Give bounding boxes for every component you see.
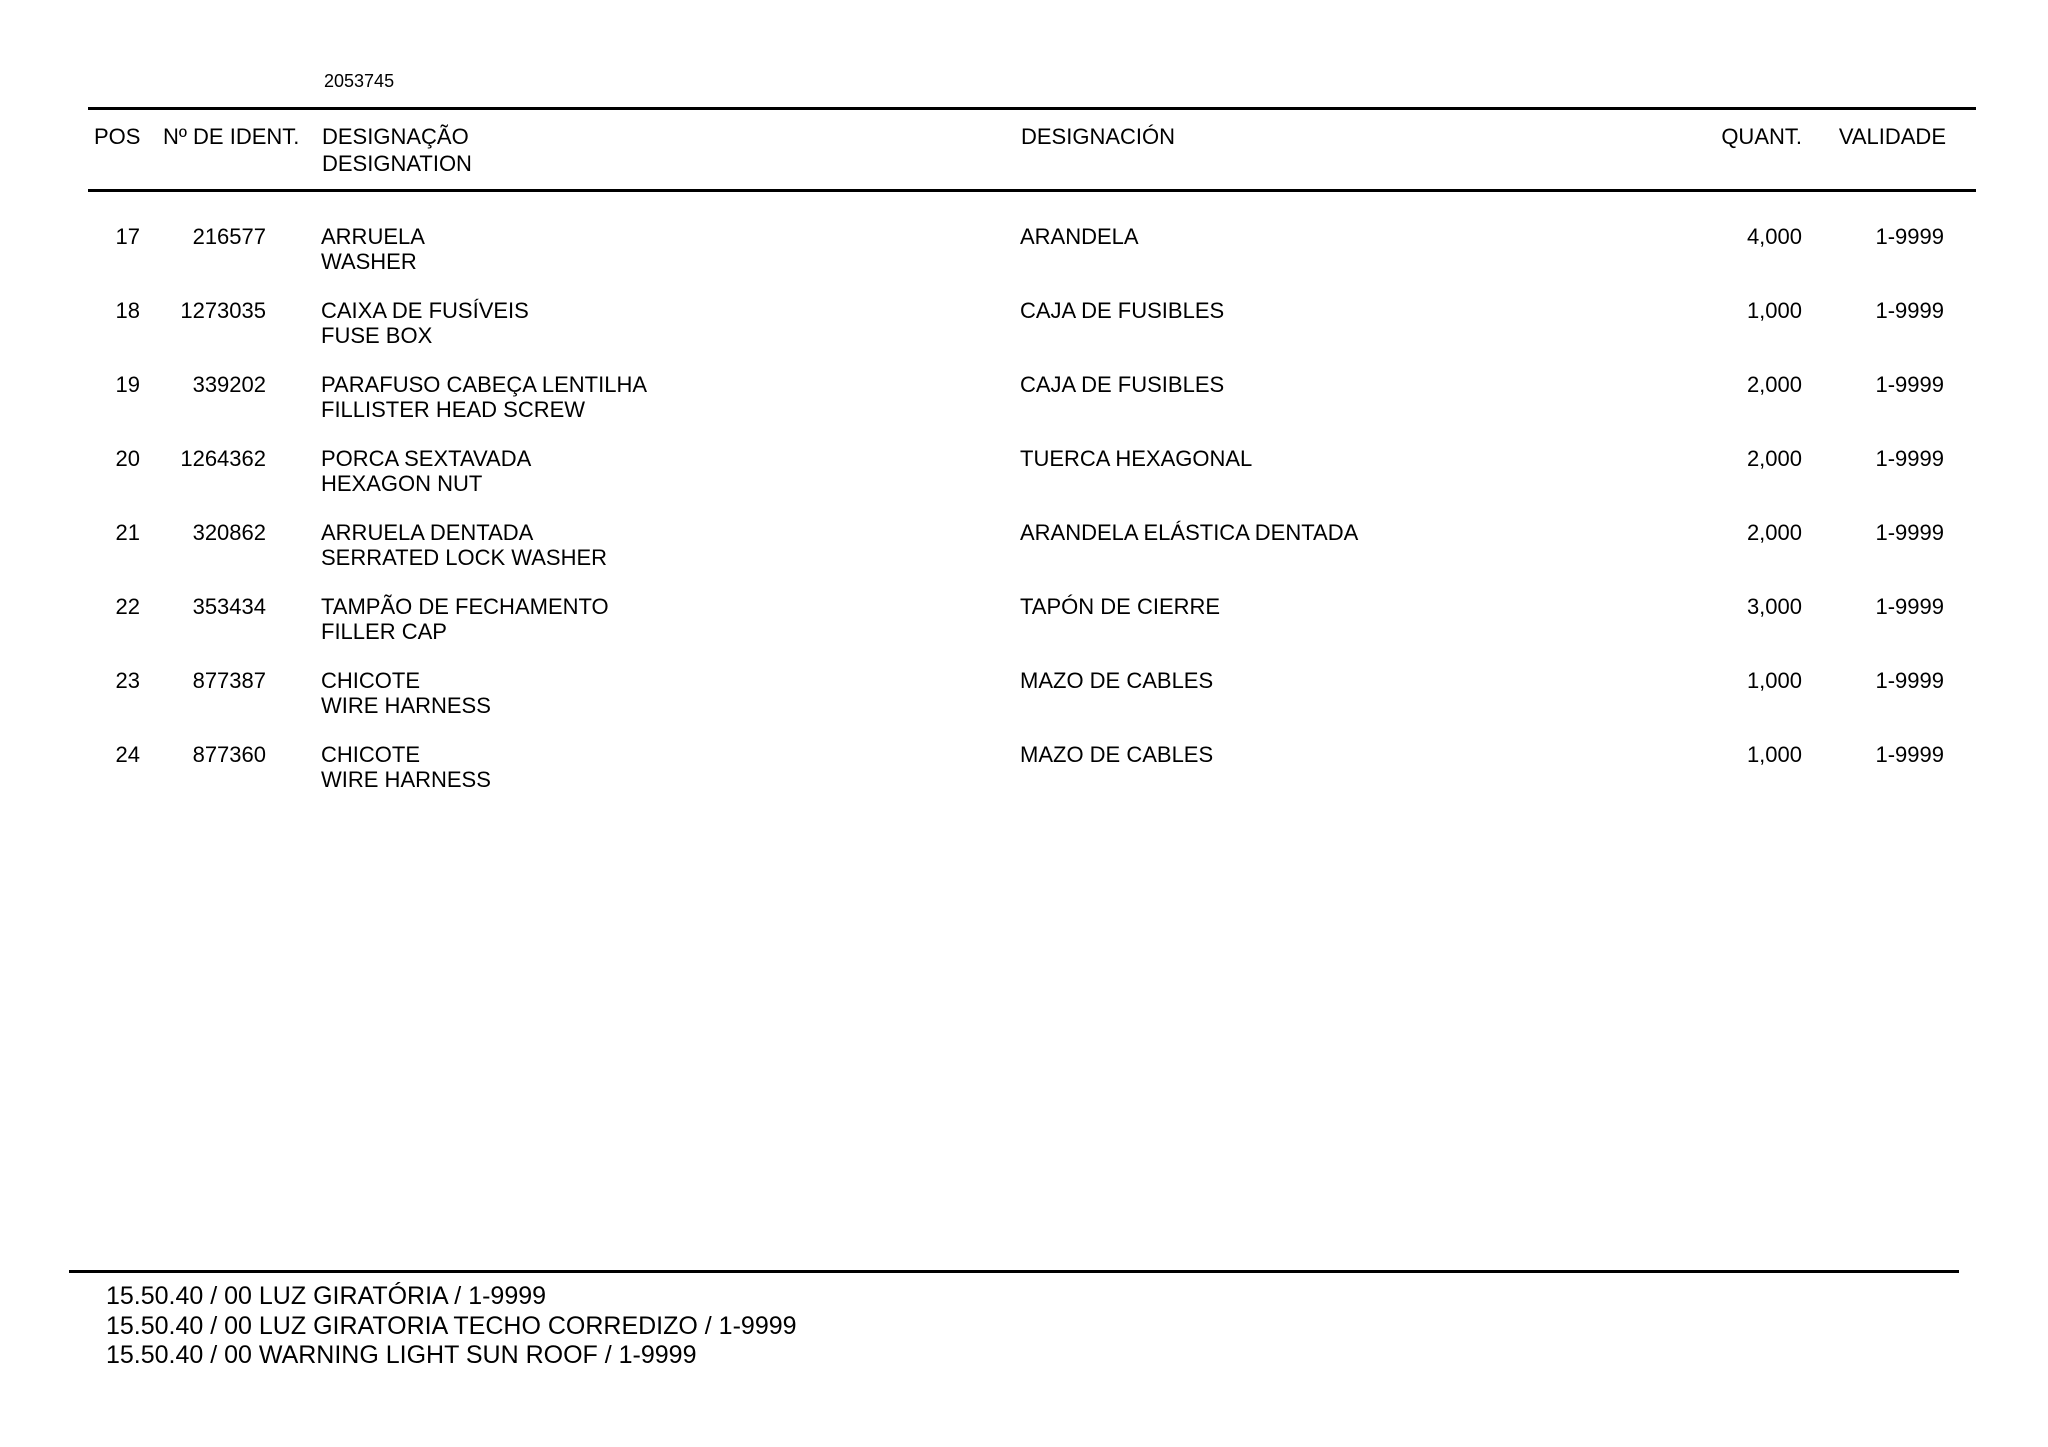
cell-designation-pt: CHICOTE [321, 668, 420, 693]
cell-designation-es: TUERCA HEXAGONAL [1020, 446, 1253, 471]
footer [106, 1282, 797, 1371]
cell-quant: 1,000 [1746, 298, 1802, 323]
cell-ident: 1273035 [180, 298, 266, 323]
cell-ident: 216577 [192, 224, 266, 249]
cell-ident: 877360 [192, 742, 266, 767]
header-pos: POS [94, 124, 141, 149]
cell-quant: 2,000 [1746, 372, 1802, 397]
cell-designation-es: ARANDELA [1020, 224, 1139, 249]
cell-designation-pt: TAMPÃO DE FECHAMENTO [321, 594, 609, 619]
cell-quant: 1,000 [1746, 668, 1802, 693]
cell-designation-en: FUSE BOX [321, 323, 433, 348]
cell-quant: 2,000 [1746, 520, 1802, 545]
header-validade: VALIDADE [1838, 124, 1946, 149]
cell-designation-pt: CAIXA DE FUSÍVEIS [321, 298, 529, 323]
cell-designation [321, 298, 529, 348]
header-bottom-rule [88, 189, 1976, 192]
cell-designation-en: WIRE HARNESS [321, 767, 491, 792]
table-row [0, 668, 2048, 742]
cell-designation-es: CAJA DE FUSIBLES [1020, 372, 1225, 397]
table-row [0, 446, 2048, 520]
header-quant: QUANT. [1721, 124, 1802, 149]
cell-designation-en: HEXAGON NUT [321, 471, 483, 496]
cell-quant: 3,000 [1746, 594, 1802, 619]
parts-table [0, 224, 2048, 816]
cell-quant: 4,000 [1746, 224, 1802, 249]
cell-designation-pt: PORCA SEXTAVADA [321, 446, 532, 471]
cell-validade: 1-9999 [1875, 372, 1944, 397]
table-row [0, 594, 2048, 668]
cell-validade: 1-9999 [1875, 520, 1944, 545]
cell-pos: 19 [115, 372, 140, 397]
cell-quant: 1,000 [1746, 742, 1802, 767]
cell-ident: 353434 [192, 594, 266, 619]
cell-ident: 339202 [192, 372, 266, 397]
cell-designation-en: FILLISTER HEAD SCREW [321, 397, 586, 422]
cell-designation-en: SERRATED LOCK WASHER [321, 545, 608, 570]
cell-pos: 21 [115, 520, 140, 545]
cell-pos: 22 [115, 594, 140, 619]
cell-ident: 320862 [192, 520, 266, 545]
cell-designation [321, 742, 491, 792]
cell-designation-en: WIRE HARNESS [321, 693, 491, 718]
cell-validade: 1-9999 [1875, 742, 1944, 767]
cell-pos: 20 [115, 446, 140, 471]
header-designation-pt: DESIGNAÇÃO [322, 124, 469, 149]
cell-designation-es: MAZO DE CABLES [1020, 742, 1214, 767]
table-row [0, 520, 2048, 594]
cell-designation-pt: CHICOTE [321, 742, 420, 767]
cell-designation-pt: ARRUELA DENTADA [321, 520, 534, 545]
cell-designation [321, 224, 425, 274]
header-designation [322, 123, 472, 177]
header-designation-es: DESIGNACIÓN [1021, 124, 1176, 149]
footer-line-pt: 15.50.40 / 00 LUZ GIRATÓRIA / 1-9999 [106, 1282, 547, 1310]
cell-designation [321, 520, 607, 570]
cell-designation [321, 668, 491, 718]
header-designation-en: DESIGNATION [322, 151, 472, 176]
header-ident: Nº DE IDENT. [163, 124, 300, 149]
table-row [0, 372, 2048, 446]
cell-designation-en: FILLER CAP [321, 619, 447, 644]
cell-designation-es: TAPÓN DE CIERRE [1020, 594, 1221, 619]
table-row [0, 224, 2048, 298]
cell-validade: 1-9999 [1875, 668, 1944, 693]
cell-validade: 1-9999 [1875, 224, 1944, 249]
cell-designation-pt: ARRUELA [321, 224, 425, 249]
footer-line-en: 15.50.40 / 00 WARNING LIGHT SUN ROOF / 1-9999 [106, 1341, 697, 1369]
header-top-rule [88, 107, 1976, 110]
cell-designation-pt: PARAFUSO CABEÇA LENTILHA [321, 372, 648, 397]
cell-designation-es: MAZO DE CABLES [1020, 668, 1214, 693]
cell-quant: 2,000 [1746, 446, 1802, 471]
cell-designation [321, 372, 647, 422]
cell-designation-es: ARANDELA ELÁSTICA DENTADA [1020, 520, 1359, 545]
table-row [0, 298, 2048, 372]
footer-line-es: 15.50.40 / 00 LUZ GIRATORIA TECHO CORREDIZO / 1-9999 [106, 1311, 797, 1340]
cell-pos: 18 [115, 298, 140, 323]
footer-rule [69, 1270, 1959, 1273]
cell-pos: 24 [115, 742, 140, 767]
cell-validade: 1-9999 [1875, 298, 1944, 323]
cell-ident: 877387 [192, 668, 266, 693]
cell-pos: 23 [115, 668, 140, 693]
cell-designation [321, 594, 609, 644]
cell-designation-es: CAJA DE FUSIBLES [1020, 298, 1225, 323]
cell-pos: 17 [115, 224, 140, 249]
cell-validade: 1-9999 [1875, 446, 1944, 471]
cell-designation-en: WASHER [321, 249, 417, 274]
cell-validade: 1-9999 [1875, 594, 1944, 619]
cell-designation [321, 446, 531, 496]
document-number: 2053745 [324, 71, 395, 91]
table-row [0, 742, 2048, 816]
cell-ident: 1264362 [180, 446, 266, 471]
